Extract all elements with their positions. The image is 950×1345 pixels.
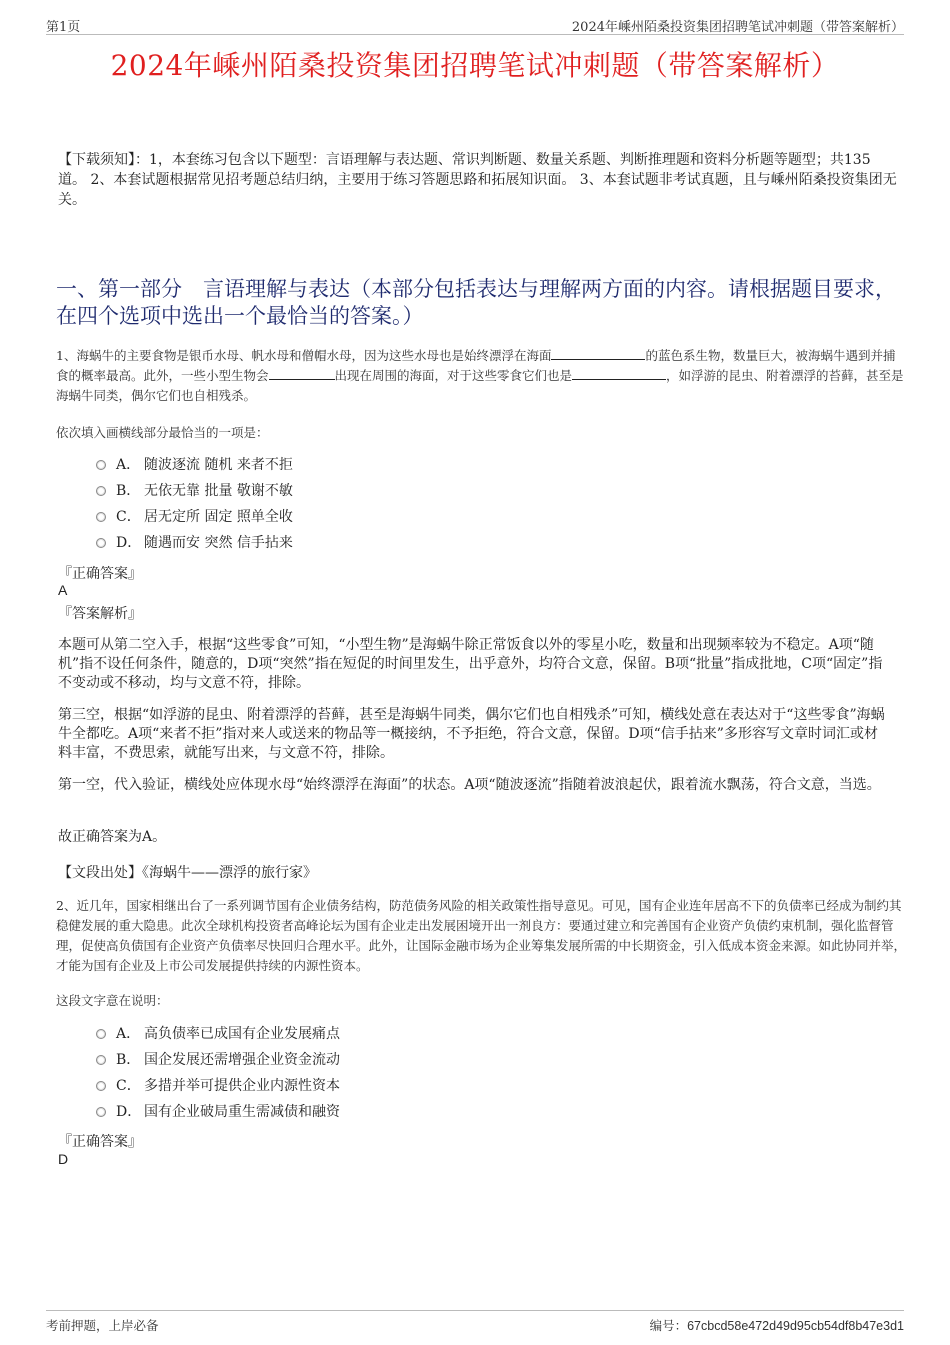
page-footer	[46, 1310, 904, 1335]
correct-answer: A	[58, 582, 68, 598]
option-text: 居无定所 固定 照单全收	[144, 509, 293, 525]
question-1-text-part: 1、海蜗牛的主要食物是银币水母、帆水母和僧帽水母，因为这些水母也是始终漂浮在海面	[56, 348, 552, 363]
header-doc-title: 2024年嵊州陌桑投资集团招聘笔试冲刺题（带答案解析）	[571, 20, 904, 35]
option-letter: A．	[116, 457, 141, 473]
option-a[interactable]	[96, 452, 293, 478]
code-value: 67cbcd58e472d49d95cb54df8b47e3d1	[687, 1319, 904, 1333]
analysis-conclusion: 故正确答案为A。	[58, 829, 167, 845]
footer-slogan: 考前押题，上岸必备	[46, 1318, 159, 1333]
radio-icon[interactable]	[96, 1081, 106, 1091]
option-letter: B．	[116, 1052, 141, 1068]
option-d[interactable]	[96, 1099, 340, 1125]
code-label: 编号：	[649, 1318, 688, 1333]
fill-blank-1	[551, 346, 645, 360]
document-title: 2024年嵊州陌桑投资集团招聘笔试冲刺题（带答案解析）	[110, 49, 840, 82]
question-2-options	[96, 1021, 340, 1125]
fill-blank-2	[269, 366, 335, 380]
analysis-paragraph: 第一空，代入验证，横线处应体现水母“始终漂浮在海面”的状态。A项“随波逐流”指随着波浪起伏，跟着流水飘荡，符合文意，当选。	[58, 777, 881, 793]
option-b[interactable]	[96, 478, 293, 504]
option-text: 高负债率已成国有企业发展痛点	[144, 1026, 340, 1042]
radio-icon[interactable]	[96, 460, 106, 470]
radio-icon[interactable]	[96, 512, 106, 522]
question-1-options	[96, 452, 293, 556]
radio-icon[interactable]	[96, 1029, 106, 1039]
fill-blank-3	[572, 366, 666, 380]
question-1-stem: 依次填入画横线部分最恰当的一项是：	[56, 425, 269, 440]
option-c[interactable]	[96, 1073, 340, 1099]
radio-icon[interactable]	[96, 486, 106, 496]
option-letter: D．	[116, 535, 142, 551]
option-text: 随波逐流 随机 来者不拒	[144, 457, 293, 473]
option-c[interactable]	[96, 504, 293, 530]
radio-icon[interactable]	[96, 538, 106, 548]
analysis-paragraph: 本题可从第二空入手，根据“这些零食”可知，“小型生物”是海蜗牛除正常饭食以外的零星小吃，数量和出现频率较为不稳定。A项“随机”指不设任何条件，随意的，D项“突然”指在短促的时间里发生，出乎意外，均符合文意，保留。B项“批量”指成批地，C项“固定”指不变动或不移动，均与文意不符，排除。	[58, 637, 883, 691]
question-2-text: 2、近几年，国家相继出台了一系列调节国有企业债务结构，防范债务风险的相关政策性指导意见。可见，国有企业连年居高不下的负债率已经成为制约其稳健发展的重大隐患。此次全球机构投资者高峰论坛为国有企业走出发展困境开出一剂良方：要通过建立和完善国有企业资产负债约束机制，强化监督管理，促使高负债国有企业资产负债率尽快回归合理水平。此外，让国际金融市场为企业筹集发展所需的中长期资金，引入低成本资金来源。如此协同并举，才能为国有企业及上市公司发展提供持续的内源性资本。	[56, 898, 907, 973]
source-note: 【文段出处】《海蜗牛——漂浮的旅行家》	[58, 865, 317, 881]
option-b[interactable]	[96, 1047, 340, 1073]
option-text: 无依无靠 批量 敬谢不敏	[144, 483, 293, 499]
question-1-text-part: 出现在周围的海面，对于这些零食它们也是	[334, 368, 573, 383]
option-text: 随遇而安 突然 信手拈来	[144, 535, 293, 551]
option-text: 多措并举可提供企业内源性资本	[144, 1078, 340, 1094]
page-header	[46, 14, 904, 35]
option-letter: A．	[116, 1026, 141, 1042]
download-notice: 【下载须知】：1，本套练习包含以下题型：言语理解与表达题、常识判断题、数量关系题、判断推理题和资料分析题等题型；共135道。 2、本套试题根据常见招考题总结归纳，主要用于练习答题思路和拓展知识面。 3、本套试题非考试真题，且与嵊州陌桑投资集团无关。	[58, 152, 897, 208]
radio-icon[interactable]	[96, 1055, 106, 1065]
question-2-stem: 这段文字意在说明：	[56, 993, 169, 1008]
option-letter: C．	[116, 509, 141, 525]
footer-code	[650, 1316, 904, 1334]
question-1-text-part: 的蓝色系生物，数量巨大，被海蜗牛遇到并捕食的概率最高。此外，一些小型生物会	[56, 348, 896, 383]
option-a[interactable]	[96, 1021, 340, 1047]
page-number: 第1页	[46, 20, 81, 35]
option-text: 国企发展还需增强企业资金流动	[144, 1052, 340, 1068]
question-1-text-part: ，如浮游的昆虫、附着漂浮的苔藓，甚至是海蜗牛同类，偶尔它们也自相残杀。	[56, 368, 904, 403]
answer-label: 『正确答案』	[58, 1134, 142, 1150]
answer-label: 『正确答案』	[58, 566, 142, 582]
option-letter: C．	[116, 1078, 141, 1094]
section-heading: 一、第一部分 言语理解与表达（本部分包括表达与理解两方面的内容。请根据题目要求，在四个选项中选出一个最恰当的答案。）	[56, 277, 896, 328]
option-letter: D．	[116, 1104, 142, 1120]
radio-icon[interactable]	[96, 1107, 106, 1117]
correct-answer: D	[58, 1151, 69, 1167]
analysis-label: 『答案解析』	[58, 606, 142, 622]
option-text: 国有企业破局重生需减债和融资	[144, 1104, 340, 1120]
option-d[interactable]	[96, 530, 293, 556]
question-1-text	[56, 346, 906, 406]
option-letter: B．	[116, 483, 141, 499]
analysis-paragraph: 第三空，根据“如浮游的昆虫、附着漂浮的苔藓，甚至是海蜗牛同类，偶尔它们也自相残杀”可知，横线处意在表达对于“这些零食”海蜗牛全都吃。A项“来者不拒”指对来人或送来的物品等一概接纳，不予拒绝，符合文意，保留。D项“信手拈来”多形容写文章时词汇或材料丰富，不费思索，就能写出来，与文意不符，排除。	[58, 707, 885, 761]
